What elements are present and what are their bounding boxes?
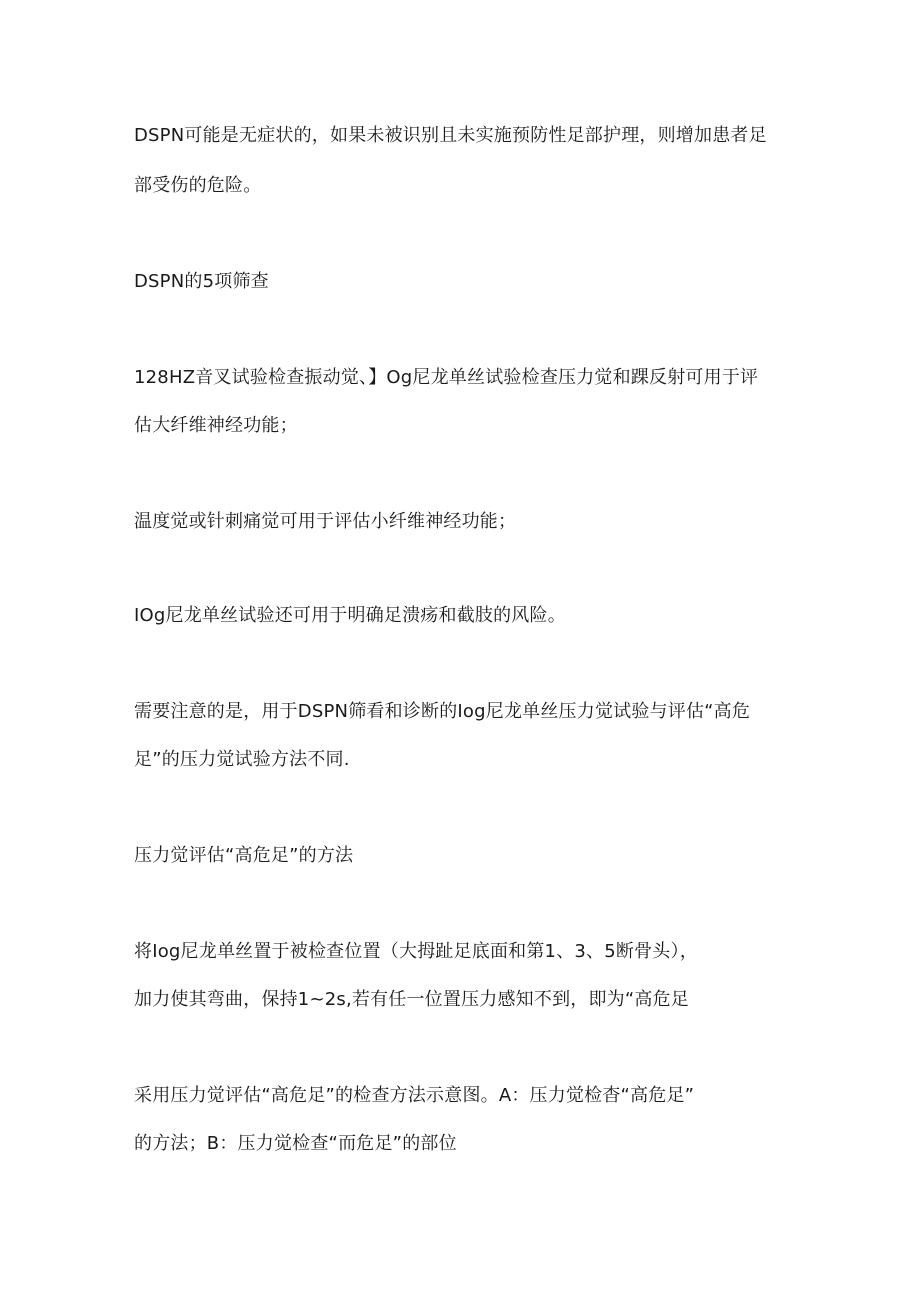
section-heading: 压力觉评估“高危足”的方法 [134,845,354,866]
paragraph-line: 估大纤维神经功能； [134,415,298,436]
paragraph-line: 部受伤的危险。 [134,175,262,196]
paragraph-line: 加力使其弯曲，保持1~2s,若有任一位置压力感知不到，即为“高危足 [134,989,690,1010]
paragraph-line: 128HZ音叉试验检查振动觉、】Og尼龙单丝试验检查压力觉和踝反射可用于评 [134,367,759,388]
paragraph-line: 温度觉或针刺痛觉可用于评估小纤维神经功能； [134,511,517,532]
paragraph-line: DSPN可能是无症状的，如果未被识别且未实施预防性足部护理，则增加患者足 [134,125,767,146]
figure-caption-line: 采用压力觉评估“高危足”的检查方法示意图。A：压力觉检杳“高危足” [134,1085,695,1106]
paragraph-line: IOg尼龙单丝试验还可用于明确足溃疡和截肢的风险。 [134,605,566,626]
paragraph-line: 需要注意的是，用于DSPN筛看和诊断的Iog尼龙单丝压力觉试验与评估“高危 [134,701,751,722]
paragraph-line: 将Iog尼龙单丝置于被检查位置（大拇趾足底面和第1、3、5断骨头）， [134,941,698,962]
paragraph-line: 足”的压力觉试验方法不同. [134,749,350,770]
section-heading: DSPN的5项筛查 [134,271,269,292]
figure-caption-line: 的方法；B：压力觉检查“而危足”的部位 [134,1133,457,1154]
